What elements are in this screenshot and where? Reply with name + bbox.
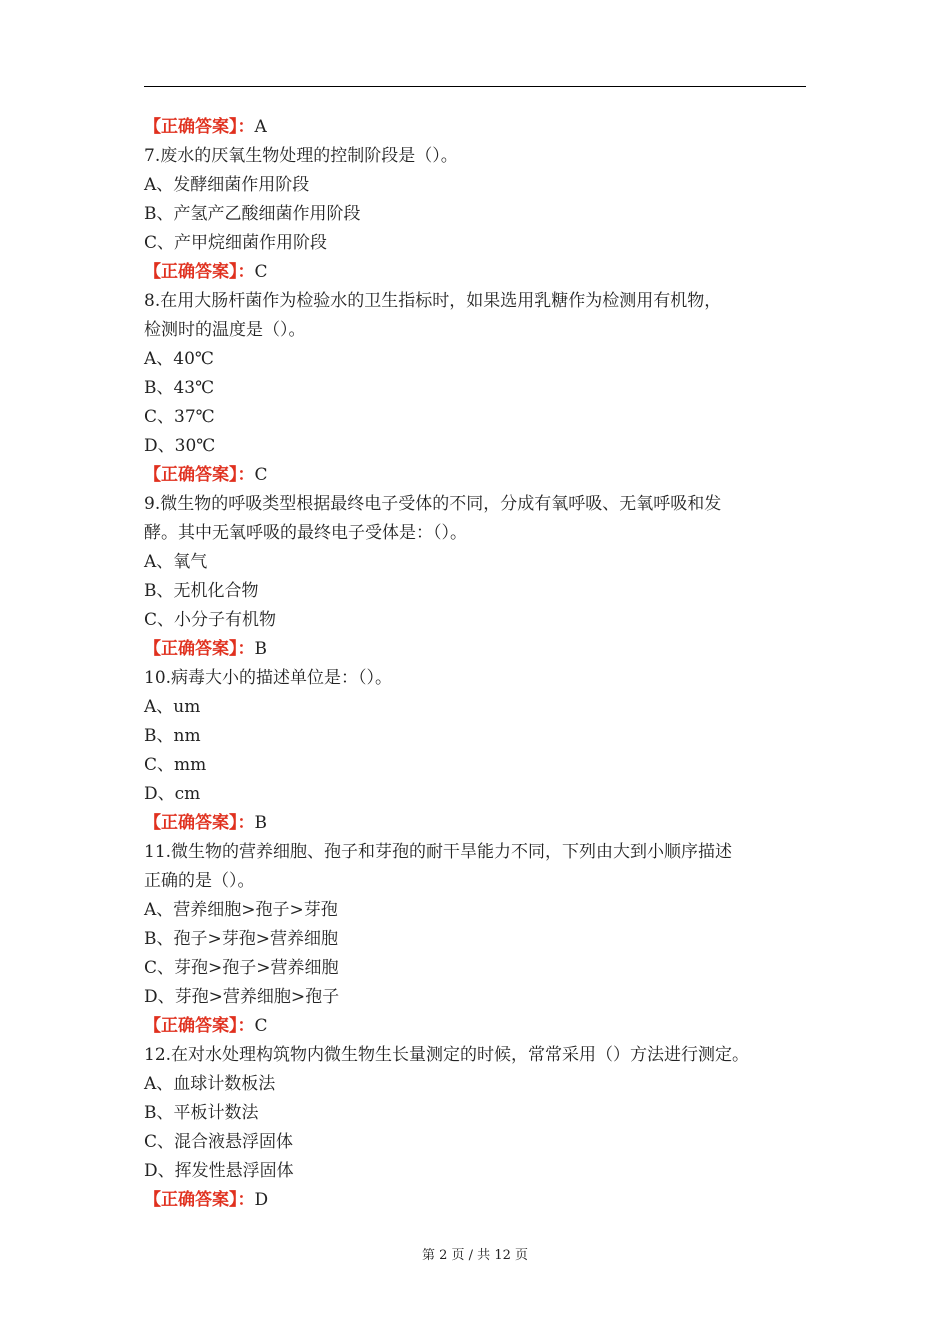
text-line: 9.微生物的呼吸类型根据最终电子受体的不同，分成有氧呼吸、无氧呼吸和发 bbox=[144, 494, 722, 514]
page-footer: 第 2 页 / 共 12 页 bbox=[422, 1248, 528, 1263]
correct-answer-value: A bbox=[254, 117, 267, 137]
header-divider bbox=[144, 86, 806, 87]
text-line: A、营养细胞>孢子>芽孢 bbox=[144, 900, 338, 920]
text-line: D、挥发性悬浮固体 bbox=[144, 1161, 294, 1181]
correct-answer-label: 【正确答案】： bbox=[144, 813, 255, 833]
correct-answer-line bbox=[144, 461, 816, 490]
correct-answer-value: B bbox=[254, 639, 267, 659]
text-line: C、芽孢>孢子>营养细胞 bbox=[144, 958, 339, 978]
correct-answer-label: 【正确答案】： bbox=[144, 639, 255, 659]
text-line: D、芽孢>营养细胞>孢子 bbox=[144, 987, 340, 1007]
text-line: C、37℃ bbox=[144, 407, 215, 427]
correct-answer-line bbox=[144, 1012, 816, 1041]
text-line: 10.病毒大小的描述单位是：（）。 bbox=[144, 668, 393, 688]
text-line: 8.在用大肠杆菌作为检验水的卫生指标时，如果选用乳糖作为检测用有机物， bbox=[144, 291, 722, 311]
text-line: C、产甲烷细菌作用阶段 bbox=[144, 233, 328, 253]
text-line: B、产氢产乙酸细菌作用阶段 bbox=[144, 204, 361, 224]
text-line: C、混合液悬浮固体 bbox=[144, 1132, 294, 1152]
text-line: 12.在对水处理构筑物内微生物生长量测定的时候，常常采用（）方法进行测定。 bbox=[144, 1045, 750, 1065]
text-line: D、30℃ bbox=[144, 436, 216, 456]
text-line: B、43℃ bbox=[144, 378, 215, 398]
text-line: B、孢子>芽孢>营养细胞 bbox=[144, 929, 338, 949]
correct-answer-label: 【正确答案】： bbox=[144, 262, 255, 282]
correct-answer-value: C bbox=[254, 1016, 268, 1036]
correct-answer-value: C bbox=[254, 262, 268, 282]
text-line: C、mm bbox=[144, 755, 207, 775]
correct-answer-label: 【正确答案】： bbox=[144, 465, 255, 485]
text-line: B、无机化合物 bbox=[144, 581, 259, 601]
correct-answer-label: 【正确答案】： bbox=[144, 1190, 255, 1210]
correct-answer-line bbox=[144, 258, 816, 287]
correct-answer-line bbox=[144, 1186, 816, 1215]
text-line: C、小分子有机物 bbox=[144, 610, 277, 630]
text-line: 7.废水的厌氧生物处理的控制阶段是（）。 bbox=[144, 146, 458, 166]
text-line: 11.微生物的营养细胞、孢子和芽孢的耐干旱能力不同，下列由大到小顺序描述 bbox=[144, 842, 733, 862]
correct-answer-line bbox=[144, 635, 816, 664]
text-line: A、40℃ bbox=[144, 349, 214, 369]
text-line: B、平板计数法 bbox=[144, 1103, 259, 1123]
text-line: A、um bbox=[144, 697, 201, 717]
text-line: 酵。其中无氧呼吸的最终电子受体是：（）。 bbox=[144, 523, 467, 543]
correct-answer-line bbox=[144, 113, 816, 142]
correct-answer-value: B bbox=[254, 813, 267, 833]
text-line: A、氧气 bbox=[144, 552, 208, 572]
page-content bbox=[144, 113, 816, 1215]
correct-answer-label: 【正确答案】： bbox=[144, 117, 255, 137]
text-line: D、cm bbox=[144, 784, 201, 804]
text-line: A、发酵细菌作用阶段 bbox=[144, 175, 310, 195]
correct-answer-value: C bbox=[254, 465, 268, 485]
text-line: B、nm bbox=[144, 726, 201, 746]
correct-answer-line bbox=[144, 809, 816, 838]
correct-answer-value: D bbox=[254, 1190, 269, 1210]
text-line: 检测时的温度是（）。 bbox=[144, 320, 306, 340]
text-line: 正确的是（）。 bbox=[144, 871, 255, 891]
text-line: A、血球计数板法 bbox=[144, 1074, 276, 1094]
correct-answer-label: 【正确答案】： bbox=[144, 1016, 255, 1036]
